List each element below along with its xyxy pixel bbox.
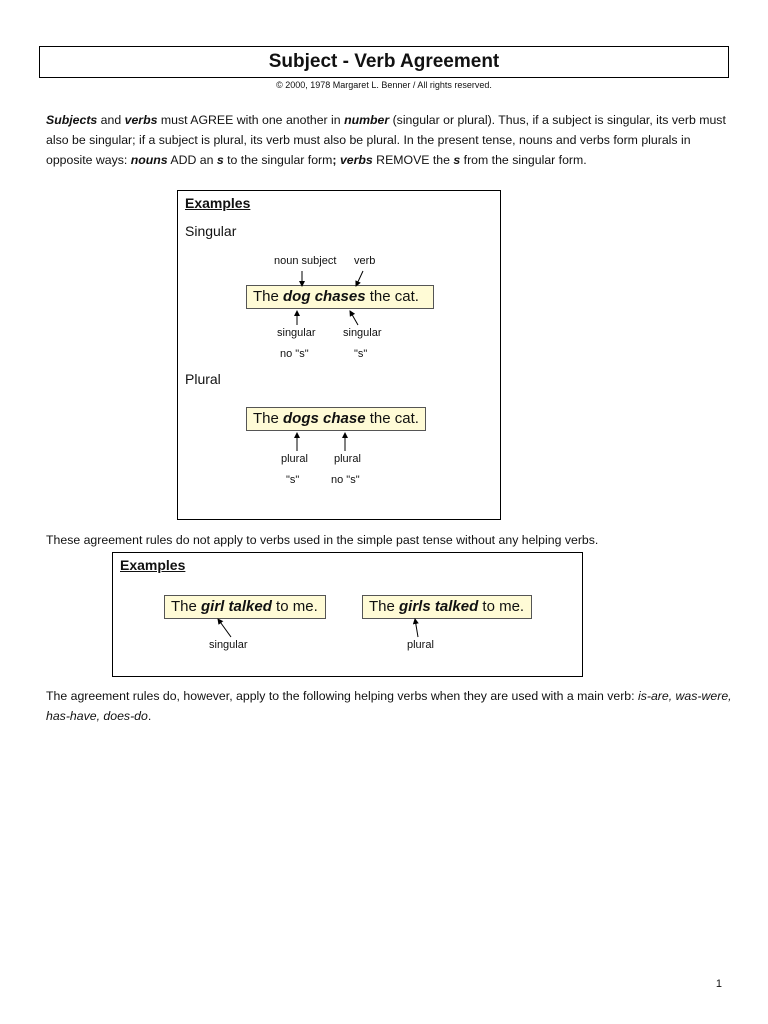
past-singular-verb: talked xyxy=(228,598,272,615)
closing-paragraph: The agreement rules do, however, apply to the following helping verbs when they are used with a main verb: is-are, was-were, has-have, does-do. xyxy=(46,689,732,723)
no-s-note-subject: no "s" xyxy=(280,348,309,360)
plural-sentence: The dogs chase the cat. xyxy=(246,407,426,431)
past-plural-subject: girls xyxy=(399,598,431,615)
past-singular-subject: girl xyxy=(201,598,225,615)
past-tense-note: These agreement rules do not apply to verbs used in the simple past tense without any helping verbs. xyxy=(46,533,599,547)
term-verbs-2: verbs xyxy=(339,153,373,167)
plural-note-verb: plural xyxy=(334,453,361,465)
examples-heading: Examples xyxy=(185,195,251,211)
term-verbs: verbs xyxy=(124,113,158,127)
past-singular-sentence: The girl talked to me. xyxy=(164,595,326,619)
arrow-past-singular xyxy=(218,619,231,637)
page-number: 1 xyxy=(715,978,722,990)
plural-label: Plural xyxy=(185,371,221,387)
examples-box-present-tense xyxy=(177,190,501,520)
noun-subject-label: noun subject xyxy=(274,255,337,267)
page-title-box xyxy=(39,46,729,78)
past-plural-note: plural xyxy=(407,639,434,651)
singular-label: Singular xyxy=(185,223,237,239)
arrow-past-plural xyxy=(415,619,418,637)
copyright-notice: © 2000, 1978 Margaret L. Benner / All rights reserved. xyxy=(276,80,492,90)
past-plural-sentence: The girls talked to me. xyxy=(362,595,532,619)
plural-verb: chase xyxy=(323,410,366,427)
s-note-subject: "s" xyxy=(286,474,300,486)
singular-note-subject: singular xyxy=(277,327,316,339)
plural-note-subject: plural xyxy=(281,453,308,465)
past-plural-verb: talked xyxy=(434,598,479,615)
examples-heading-2: Examples xyxy=(120,557,186,573)
singular-sentence: The dog chases the cat. xyxy=(246,285,434,309)
example1-arrows xyxy=(178,191,502,521)
arrow-verb xyxy=(356,271,363,286)
example2-arrows xyxy=(113,553,584,678)
examples-box-past-tense xyxy=(112,552,583,677)
s-note-verb: "s" xyxy=(354,348,368,360)
intro-paragraph: Subjects and verbs must AGREE with one another in number (singular or plural). Thus, if a subject is singular, its verb must also be singular; if a subject is plural, its verb must also be plural. In the present tense, nouns and verbs form plurals in opposite ways: nouns ADD an s to the singular form; verbs REMOVE the s from the singular form. xyxy=(46,113,726,167)
term-number: number xyxy=(344,113,390,127)
helping-verbs-list: is-are, was-were, has-have, does-do xyxy=(46,689,732,723)
past-singular-note: singular xyxy=(209,639,248,651)
page-title: Subject - Verb Agreement xyxy=(268,51,500,72)
plural-subject: dogs xyxy=(283,410,319,427)
term-subjects: Subjects xyxy=(46,113,98,127)
singular-subject: dog xyxy=(283,288,311,305)
singular-verb: chases xyxy=(314,288,366,305)
verb-label: verb xyxy=(354,255,376,267)
no-s-note-verb: no "s" xyxy=(331,474,360,486)
term-nouns: nouns xyxy=(130,153,168,167)
singular-note-verb: singular xyxy=(343,327,382,339)
arrow-singular-verb xyxy=(350,311,358,325)
